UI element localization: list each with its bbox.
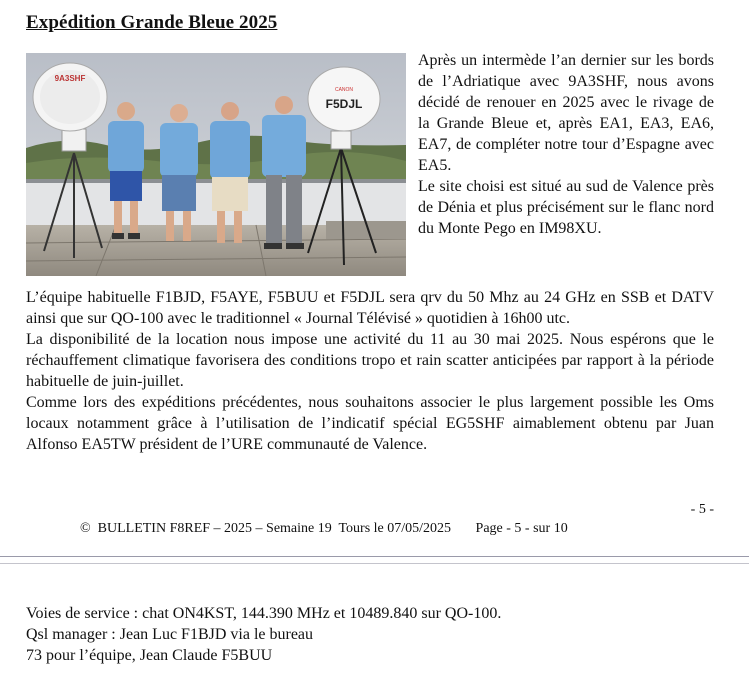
article-title: Expédition Grande Bleue 2025 bbox=[26, 12, 278, 33]
paragraph-1: Après un intermède l’an dernier sur les bords de l’Adriatique avec 9A3SHF, nous avons décidé de renouer en 2025 avec le rivage de la Grande Bleue et, après EA1, EA3, EA6, EA7, de compléter notre tour d’Espagne avec EA5. bbox=[418, 52, 714, 174]
page-number: - 5 - bbox=[690, 502, 714, 517]
bulletin-footer: © BULLETIN F8REF – 2025 – Semaine 19 Tours le 07/05/2025 Page - 5 - sur 10 bbox=[80, 521, 568, 536]
service-channels: Voies de service : chat ON4KST, 144.390 MHz et 10489.840 sur QO-100. bbox=[26, 605, 502, 622]
paragraph-3: L’équipe habituelle F1BJD, F5AYE, F5BUU et F5DJL sera qrv du 50 Mhz au 24 GHz en SSB et DATV ainsi que sur QO-100 avec le traditionnel « Journal Télévisé » quotidien à 16h00 utc. bbox=[26, 289, 714, 327]
paragraph-4: La disponibilité de la location nous impose une activité du 11 au 30 mai 2025. Nous espérons que le réchauffement climatique favorisera des conditions tropo et rain scatter anticipées par rapport à la période habituelle de juin-juillet. bbox=[26, 331, 714, 390]
body-text bbox=[26, 287, 714, 455]
right-dish-brand: CANON bbox=[334, 87, 354, 93]
page-separator-secondary bbox=[0, 563, 749, 564]
paragraph-5: Comme lors des expéditions précédentes, nous souhaitons associer le plus largement possible les Oms locaux notamment grâce à l’utilisation de l’indicatif spécial EG5SHF aimablement obtenu par Juan Alfonso EA5TW président de l’URE communauté de Valence. bbox=[26, 394, 714, 453]
qsl-manager: Qsl manager : Jean Luc F1BJD via le bureau bbox=[26, 626, 314, 643]
right-dish-label: F5DJL bbox=[325, 97, 363, 111]
intro-text bbox=[418, 50, 714, 239]
left-dish-label: 9A3SHF bbox=[54, 74, 86, 83]
signature: 73 pour l’équipe, Jean Claude F5BUU bbox=[26, 647, 273, 664]
contact-info bbox=[26, 603, 501, 666]
team-photo bbox=[26, 53, 406, 276]
paragraph-2: Le site choisi est situé au sud de Valence près de Dénia et plus précisément sur le flanc nord du Monte Pego en IM98XU. bbox=[418, 178, 714, 237]
page-separator bbox=[0, 556, 749, 557]
